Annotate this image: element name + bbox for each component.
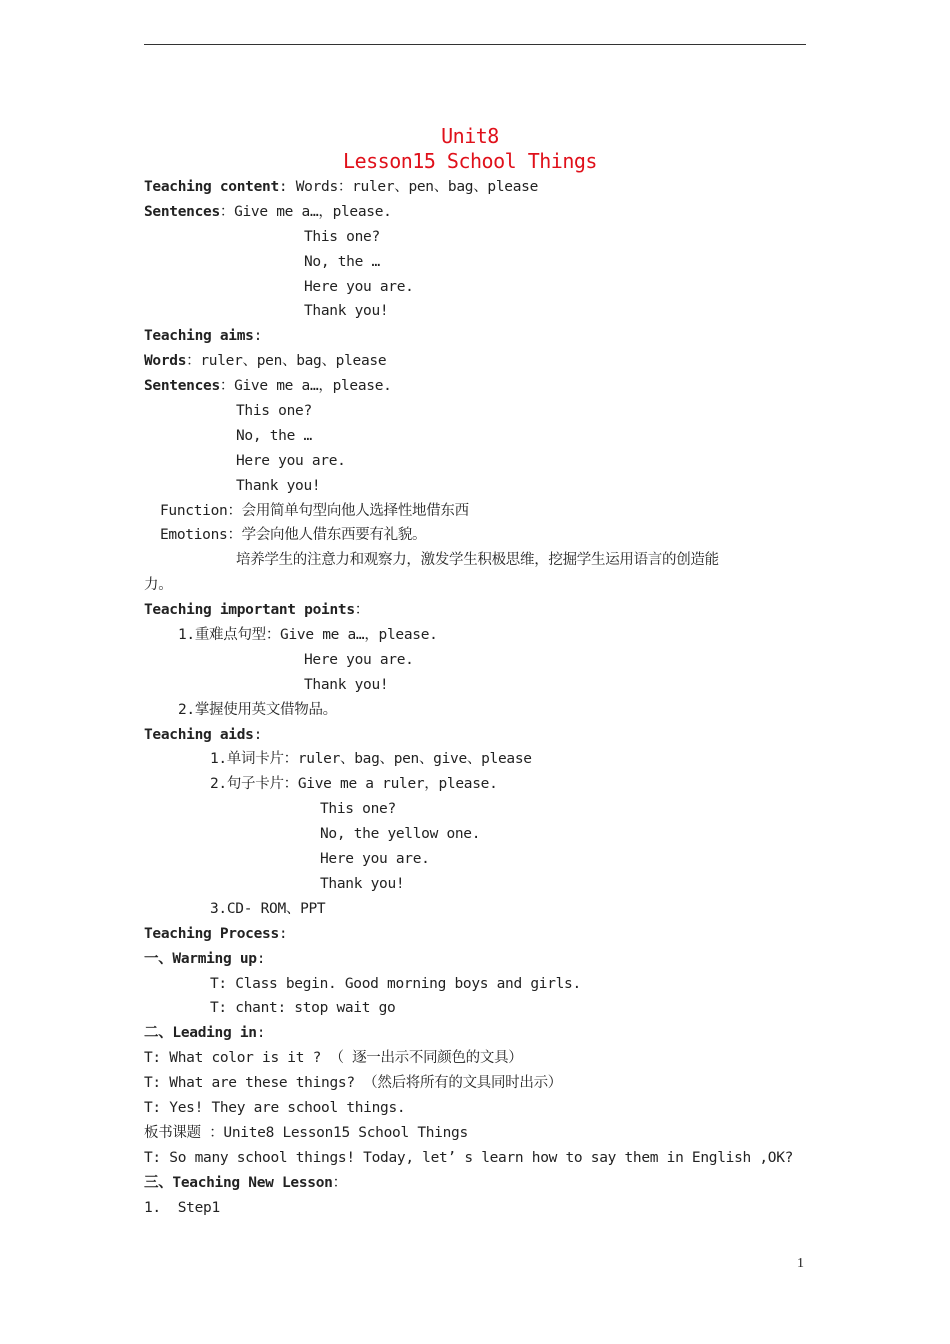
- text-line: [144, 275, 809, 300]
- line-text: Thank you!: [304, 303, 389, 320]
- line-text: : Words：ruler、pen、bag、please: [278, 179, 539, 195]
- line-text: T: Class begin. Good morning boys and girls.: [210, 975, 581, 992]
- line-label: Teaching aids: [144, 726, 254, 743]
- line-text: 培养学生的注意力和观察力，激发学生积极思维，挖掘学生运用语言的创造能: [236, 552, 719, 569]
- text-line: [144, 772, 809, 797]
- line-text: ：ruler、pen、bag、please: [186, 353, 387, 370]
- line-label: Teaching Process: [144, 925, 279, 942]
- line-text: 3.CD- ROM、PPT: [210, 900, 326, 917]
- line-label: Teaching aims: [144, 328, 254, 345]
- line-text: T: Yes! They are school things.: [144, 1099, 406, 1116]
- line-text: 板书课题 ：Unite8 Lesson15 School Things: [144, 1124, 468, 1141]
- line-text: :: [256, 950, 266, 967]
- text-line: [144, 523, 809, 548]
- line-text: 1. Step1: [144, 1199, 220, 1216]
- text-line: [144, 947, 809, 972]
- line-text: Function：会用简单句型向他人选择性地借东西: [160, 502, 469, 519]
- text-line: [144, 175, 809, 200]
- text-line: [144, 797, 809, 822]
- line-label: 一、Warming up: [144, 950, 257, 967]
- line-text: ：Give me a…，please.: [219, 378, 392, 395]
- line-text: T: What color is it ? （ 逐一出示不同颜色的文具）: [144, 1050, 523, 1067]
- text-line: [144, 847, 809, 872]
- line-label: Teaching content: [144, 179, 279, 195]
- line-text: ：: [354, 602, 369, 619]
- line-text: 1.单词卡片：ruler、bag、pen、give、please: [210, 751, 532, 768]
- text-line: [144, 648, 809, 673]
- text-line: [144, 723, 809, 748]
- text-line: [144, 1021, 809, 1046]
- line-text: 力。: [144, 577, 173, 594]
- text-line: [144, 598, 809, 623]
- line-text: Here you are.: [304, 651, 414, 668]
- line-text: ：: [332, 1174, 347, 1191]
- line-text: Thank you!: [236, 477, 321, 494]
- text-line: [144, 499, 809, 524]
- line-text: Here you are.: [236, 452, 346, 469]
- text-line: [144, 922, 809, 947]
- line-text: Here you are.: [320, 851, 430, 868]
- text-line: [144, 424, 809, 449]
- text-line: [144, 623, 809, 648]
- text-line: [144, 996, 809, 1021]
- text-line: [144, 374, 809, 399]
- text-line: [144, 673, 809, 698]
- page-number: 1: [797, 1256, 804, 1271]
- text-line: [144, 349, 809, 374]
- header-rule: [144, 44, 806, 45]
- line-label: Sentences: [144, 203, 220, 220]
- line-text: T: So many school things! Today, let’ s learn how to say them in English ,OK?: [144, 1149, 794, 1166]
- line-text: This one?: [320, 801, 396, 818]
- line-text: :: [253, 328, 263, 345]
- text-line: [144, 474, 809, 499]
- line-text: T: What are these things? （然后将所有的文具同时出示）: [144, 1075, 562, 1092]
- text-line: [144, 972, 809, 997]
- text-line: [144, 548, 809, 573]
- line-text: No, the …: [304, 253, 380, 270]
- unit-title: Unit8: [441, 124, 499, 148]
- text-line: [144, 399, 809, 424]
- line-text: Emotions：学会向他人借东西要有礼貌。: [160, 527, 427, 544]
- line-text: No, the …: [236, 427, 312, 444]
- line-text: Thank you!: [304, 676, 389, 693]
- line-text: :: [253, 726, 263, 743]
- text-line: [144, 897, 809, 922]
- line-label: Words: [144, 353, 187, 370]
- text-line: [144, 1121, 809, 1146]
- line-text: T: chant: stop wait go: [210, 1000, 396, 1017]
- text-line: [144, 1096, 809, 1121]
- text-line: [144, 747, 809, 772]
- text-line: [144, 872, 809, 897]
- line-text: :: [278, 925, 288, 942]
- text-line: [144, 449, 809, 474]
- text-line: [144, 250, 809, 275]
- lesson-title: Lesson15 School Things: [343, 149, 597, 173]
- document-body: [144, 175, 809, 1220]
- line-label: 二、Leading in: [144, 1025, 257, 1042]
- line-label: 三、Teaching New Lesson: [144, 1174, 333, 1191]
- line-text: :: [256, 1025, 266, 1042]
- line-text: Thank you!: [320, 875, 405, 892]
- text-line: [144, 1071, 809, 1096]
- text-line: [144, 822, 809, 847]
- line-label: Teaching important points: [144, 602, 355, 619]
- line-text: This one?: [236, 403, 312, 420]
- text-line: [144, 1196, 809, 1221]
- text-line: [144, 324, 809, 349]
- line-text: No, the yellow one.: [320, 826, 481, 843]
- text-line: [144, 698, 809, 723]
- text-line: [144, 573, 809, 598]
- text-line: [144, 1171, 809, 1196]
- text-line: [144, 200, 809, 225]
- line-label: Sentences: [144, 378, 220, 395]
- line-text: This one?: [304, 228, 380, 245]
- text-line: [144, 1046, 809, 1071]
- text-line: [144, 1146, 809, 1171]
- text-line: [144, 225, 809, 250]
- text-line: [144, 299, 809, 324]
- line-text: ：Give me a…，please.: [219, 203, 392, 220]
- line-text: 2.句子卡片：Give me a ruler，please.: [210, 776, 498, 793]
- line-text: 2.掌握使用英文借物品。: [178, 701, 337, 718]
- line-text: 1.重难点句型：Give me a…，please.: [178, 627, 438, 644]
- line-text: Here you are.: [304, 278, 414, 295]
